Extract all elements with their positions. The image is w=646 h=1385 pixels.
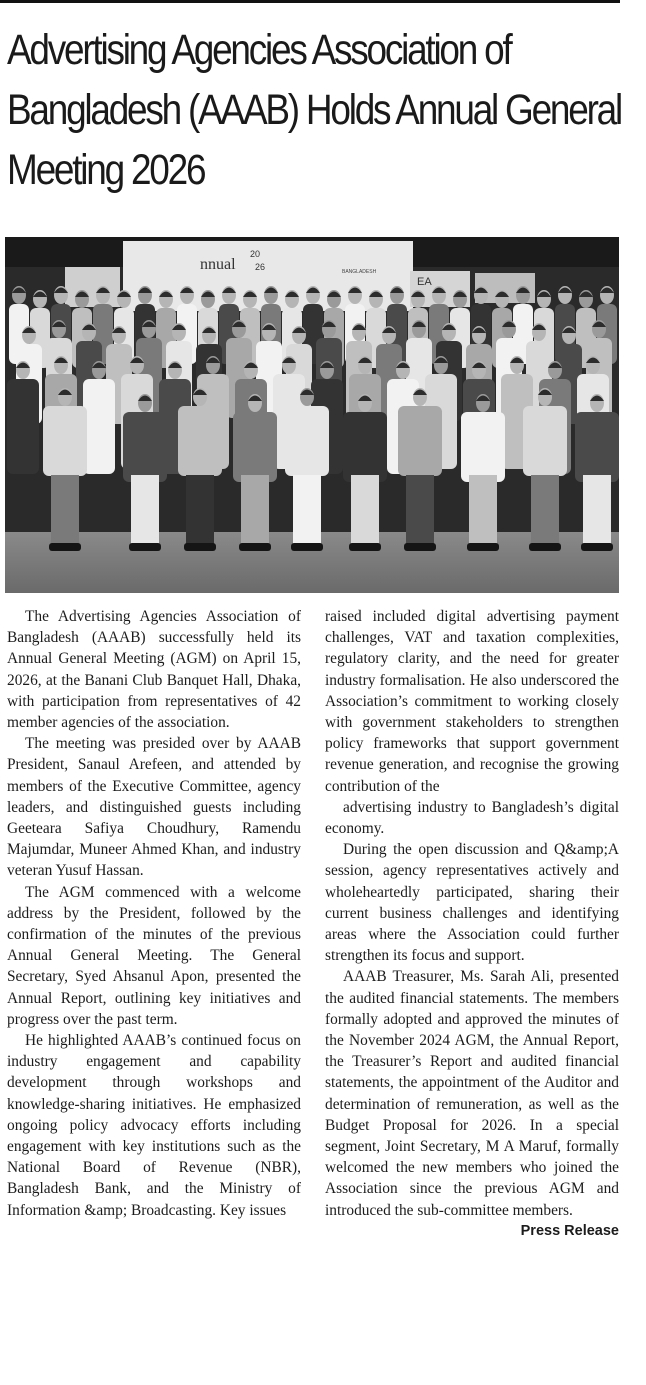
column-right [325,606,619,1242]
person-shoes [349,543,381,551]
group-photo [5,237,619,593]
person-body [343,412,387,482]
person-legs [131,475,159,545]
person-shoes [129,543,161,551]
person-shoes [239,543,271,551]
paragraph-4-continued: raised included digital advertising payment challenges, VAT and taxation complexities, regulatory clarity, and the need for greater industry formalisation. He also underscored the Association’s commitment to working closely with government stakeholders to strengthen policy frameworks that support government revenue generation, and recognise the growing contribution of the [325,608,619,795]
paragraph-1: The Advertising Agencies Association of Bangladesh (AAAB) successfully held its Annual General Meeting (AGM) on April 15, 2026, at the Banani Club Banquet Hall, Dhaka, with participation from representatives of 42 member agencies of the association. [7,608,301,732]
person-shoes [404,543,436,551]
person-legs [583,475,611,545]
paragraph-4-tail: advertising industry to Bangladesh’s digital economy. [325,798,619,838]
person-legs [186,475,214,545]
person-body [523,406,567,476]
paragraph-6 [325,966,619,1239]
backdrop-text-5: EA [417,276,432,288]
person-shoes [291,543,323,551]
person-shoes [49,543,81,551]
paragraph-3: The AGM commenced with a welcome address by the President, followed by the confirmation of the minutes of the previous Annual General Meeting. The General Secretary, Syed Ahsanul Apon, presented the Annual Report, outlining key initiatives and progress over the past term. [7,883,301,1028]
person-shoes [467,543,499,551]
person-body [43,406,87,476]
person-body [398,406,442,476]
person-legs [293,475,321,545]
paragraph-6-text: AAAB Treasurer, Ms. Sarah Ali, presented the audited financial statements. The members formally adopted and approved the minutes of the November 2024 AGM, the Annual Report, the Treasurer’s Report and audited financial statements, the appointment of the Auditor and determination of remuneration, as well as the Budget Proposal for 2026. In a special segment, Joint Secretary, M A Maruf, formally welcomed the new members who joined the Association since the previous AGM and introduced the sub-committee members. [325,968,619,1219]
person-legs [406,475,434,545]
person-legs [51,475,79,545]
person-legs [351,475,379,545]
paragraph-4: He highlighted AAAB’s continued focus on industry engagement and capability development through workshops and knowledge-sharing initiatives. He emphasized ongoing policy advocacy efforts including engagement with key institutions such as the National Board of Revenue (NBR), Bangladesh Bank, and the Ministry of Information &amp; Broadcasting. Key issues [7,1032,301,1219]
person-body [285,406,329,476]
person-legs [241,475,269,545]
paragraph-5: During the open discussion and Q&amp;A session, agency representatives actively and wholeheartedly participated, sharing their current business challenges and identifying areas where the Association could further strengthen its focus and support. [325,841,619,965]
person-shoes [529,543,561,551]
press-release-credit: Press Release [520,1222,619,1239]
person-body [233,412,277,482]
paragraph-2: The meeting was presided over by AAAB President, Sanaul Arefeen, and attended by members of the Executive Committee, agency leaders, and distinguished guests including Geeteara Safiya Choudhury, Ramendu Majumdar, Muneer Ahmed Khan, and industry veteran Yusuf Hassan. [7,735,301,880]
person-shoes [581,543,613,551]
backdrop-text-2: 20 [250,249,261,259]
backdrop-text-3: 26 [255,262,266,272]
backdrop-text-1: nnual [200,256,236,273]
backdrop-text-4: BANGLADESH [342,269,377,275]
person-legs [531,475,559,545]
headline: Advertising Agencies Association of Bangladesh (AAAB) Holds Annual General Meeting 2026 [7,26,621,194]
person-body [575,412,619,482]
person-body [178,406,222,476]
person-legs [469,475,497,545]
person-shoes [184,543,216,551]
person-body [461,412,505,482]
person-body [83,379,115,474]
person-body [123,412,167,482]
column-left [7,606,301,1221]
top-rule [0,0,620,3]
person-body [7,379,39,474]
